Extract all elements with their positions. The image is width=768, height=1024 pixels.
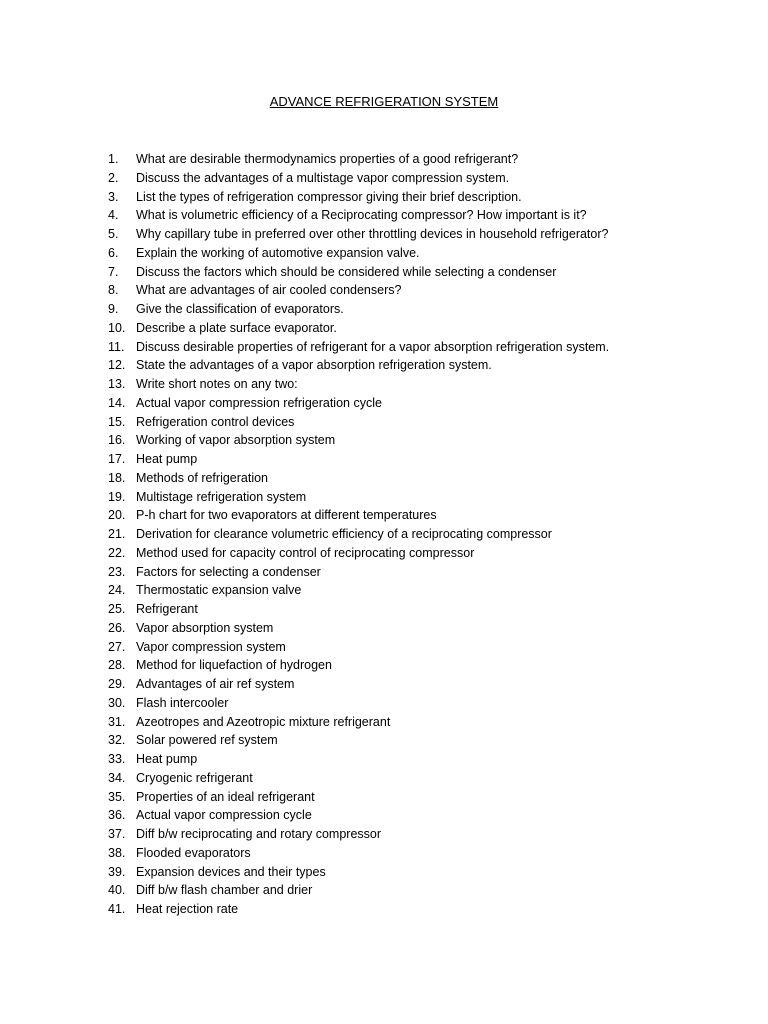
- question-item: [108, 356, 708, 375]
- question-text: Properties of an ideal refrigerant: [136, 789, 315, 804]
- question-text: Write short notes on any two:: [136, 377, 298, 391]
- question-item: [108, 844, 708, 863]
- question-number: 24.: [108, 583, 126, 598]
- question-item: [108, 431, 708, 450]
- question-text: Actual vapor compression cycle: [136, 808, 312, 823]
- question-item: [108, 806, 708, 825]
- question-text: Explain the working of automotive expansion valve.: [136, 245, 420, 260]
- question-number: 13.: [108, 377, 126, 391]
- question-item: [108, 319, 708, 338]
- question-item: [108, 900, 708, 919]
- question-number: 12.: [108, 358, 126, 373]
- question-item: [108, 375, 708, 394]
- question-text: Refrigeration control devices: [136, 414, 295, 429]
- question-item: [108, 581, 708, 600]
- question-number: 28.: [108, 658, 126, 673]
- question-item: [108, 731, 708, 750]
- question-item: [108, 206, 708, 225]
- question-list: [108, 150, 708, 919]
- question-item: [108, 150, 708, 169]
- question-text: Heat pump: [136, 752, 198, 766]
- question-text: List the types of refrigeration compressor giving their brief description.: [136, 189, 522, 204]
- question-number: 16.: [108, 433, 126, 448]
- question-number: 6.: [108, 245, 119, 260]
- question-number: 37.: [108, 827, 126, 841]
- question-number: 40.: [108, 883, 126, 898]
- question-item: [108, 225, 708, 244]
- question-item: [108, 713, 708, 732]
- question-text: Discuss the advantages of a multistage vapor compression system.: [136, 170, 510, 185]
- question-number: 39.: [108, 864, 126, 879]
- question-text: Vapor absorption system: [136, 620, 274, 635]
- question-item: [108, 825, 708, 844]
- question-text: What is volumetric efficiency of a Reciprocating compressor? How important is it?: [136, 208, 587, 223]
- question-item: [108, 525, 708, 544]
- question-text: Discuss desirable properties of refrigerant for a vapor absorption refrigeration system.: [136, 339, 610, 354]
- question-text: State the advantages of a vapor absorption refrigeration system.: [136, 358, 492, 373]
- question-text: Heat pump: [136, 452, 198, 466]
- question-number: 30.: [108, 695, 126, 710]
- question-text: Multistage refrigeration system: [136, 489, 307, 504]
- question-text: Diff b/w reciprocating and rotary compressor: [136, 827, 382, 841]
- question-text: Why capillary tube in preferred over other throttling devices in household refrigerator?: [136, 227, 609, 241]
- question-number: 2.: [108, 170, 119, 185]
- question-number: 8.: [108, 283, 119, 298]
- document-title: ADVANCE REFRIGERATION SYSTEM: [269, 94, 499, 109]
- question-item: [108, 244, 708, 263]
- question-number: 3.: [108, 189, 119, 204]
- question-text: Flash intercooler: [136, 695, 229, 710]
- question-text: Derivation for clearance volumetric efficiency of a reciprocating compressor: [136, 527, 552, 541]
- question-text: Thermostatic expansion valve: [136, 583, 302, 598]
- question-item: [108, 506, 708, 525]
- question-number: 18.: [108, 470, 126, 485]
- question-text: Solar powered ref system: [136, 733, 278, 748]
- question-item: [108, 338, 708, 357]
- question-number: 25.: [108, 602, 126, 616]
- question-number: 17.: [108, 452, 126, 466]
- question-text: Diff b/w flash chamber and drier: [136, 883, 313, 898]
- question-item: [108, 281, 708, 300]
- question-text: Factors for selecting a condenser: [136, 564, 321, 579]
- question-number: 31.: [108, 714, 126, 729]
- question-text: Describe a plate surface evaporator.: [136, 320, 337, 335]
- question-item: [108, 638, 708, 657]
- question-number: 32.: [108, 733, 126, 748]
- question-item: [108, 413, 708, 432]
- question-number: 22.: [108, 545, 126, 560]
- question-item: [108, 656, 708, 675]
- question-text: Refrigerant: [136, 602, 198, 616]
- question-number: 14.: [108, 395, 126, 410]
- question-text: Actual vapor compression refrigeration cycle: [136, 395, 382, 410]
- question-text: Method for liquefaction of hydrogen: [136, 658, 332, 673]
- question-number: 4.: [108, 208, 119, 223]
- question-text: Cryogenic refrigerant: [136, 770, 253, 785]
- question-number: 19.: [108, 489, 126, 504]
- question-number: 7.: [108, 264, 119, 279]
- question-item: [108, 788, 708, 807]
- question-text: What are desirable thermodynamics properties of a good refrigerant?: [136, 152, 519, 166]
- question-item: [108, 469, 708, 488]
- question-text: Expansion devices and their types: [136, 864, 326, 879]
- question-item: [108, 750, 708, 769]
- question-number: 41.: [108, 902, 126, 916]
- question-text: Flooded evaporators: [136, 845, 251, 860]
- question-text: What are advantages of air cooled condensers?: [136, 283, 402, 298]
- question-text: Methods of refrigeration: [136, 470, 269, 485]
- question-number: 29.: [108, 677, 126, 691]
- question-number: 5.: [108, 227, 119, 241]
- question-item: [108, 694, 708, 713]
- question-item: [108, 300, 708, 319]
- question-text: Heat rejection rate: [136, 902, 239, 916]
- question-item: [108, 263, 708, 282]
- question-item: [108, 600, 708, 619]
- question-number: 27.: [108, 639, 126, 654]
- question-number: 20.: [108, 508, 126, 523]
- question-item: [108, 488, 708, 507]
- question-number: 21.: [108, 527, 126, 541]
- question-number: 11.: [108, 339, 125, 354]
- question-text: P-h chart for two evaporators at different temperatures: [136, 508, 437, 523]
- question-text: Working of vapor absorption system: [136, 433, 336, 448]
- question-text: Give the classification of evaporators.: [136, 302, 344, 316]
- question-number: 10.: [108, 320, 126, 335]
- question-item: [108, 169, 708, 188]
- question-item: [108, 863, 708, 882]
- question-text: Vapor compression system: [136, 639, 286, 654]
- question-item: [108, 881, 708, 900]
- question-text: Discuss the factors which should be considered while selecting a condenser: [136, 264, 557, 279]
- question-item: [108, 675, 708, 694]
- question-number: 38.: [108, 845, 126, 860]
- question-text: Method used for capacity control of reciprocating compressor: [136, 545, 475, 560]
- question-item: [108, 188, 708, 207]
- question-number: 33.: [108, 752, 126, 766]
- question-item: [108, 450, 708, 469]
- question-number: 35.: [108, 789, 126, 804]
- question-item: [108, 769, 708, 788]
- question-text: Azeotropes and Azeotropic mixture refrigerant: [136, 714, 391, 729]
- question-number: 15.: [108, 414, 126, 429]
- question-item: [108, 563, 708, 582]
- question-item: [108, 619, 708, 638]
- question-item: [108, 544, 708, 563]
- question-text: Advantages of air ref system: [136, 677, 295, 691]
- question-number: 36.: [108, 808, 126, 823]
- question-item: [108, 394, 708, 413]
- question-number: 1.: [108, 152, 119, 166]
- question-number: 34.: [108, 770, 126, 785]
- question-number: 9.: [108, 302, 119, 316]
- question-number: 23.: [108, 564, 126, 579]
- question-number: 26.: [108, 620, 126, 635]
